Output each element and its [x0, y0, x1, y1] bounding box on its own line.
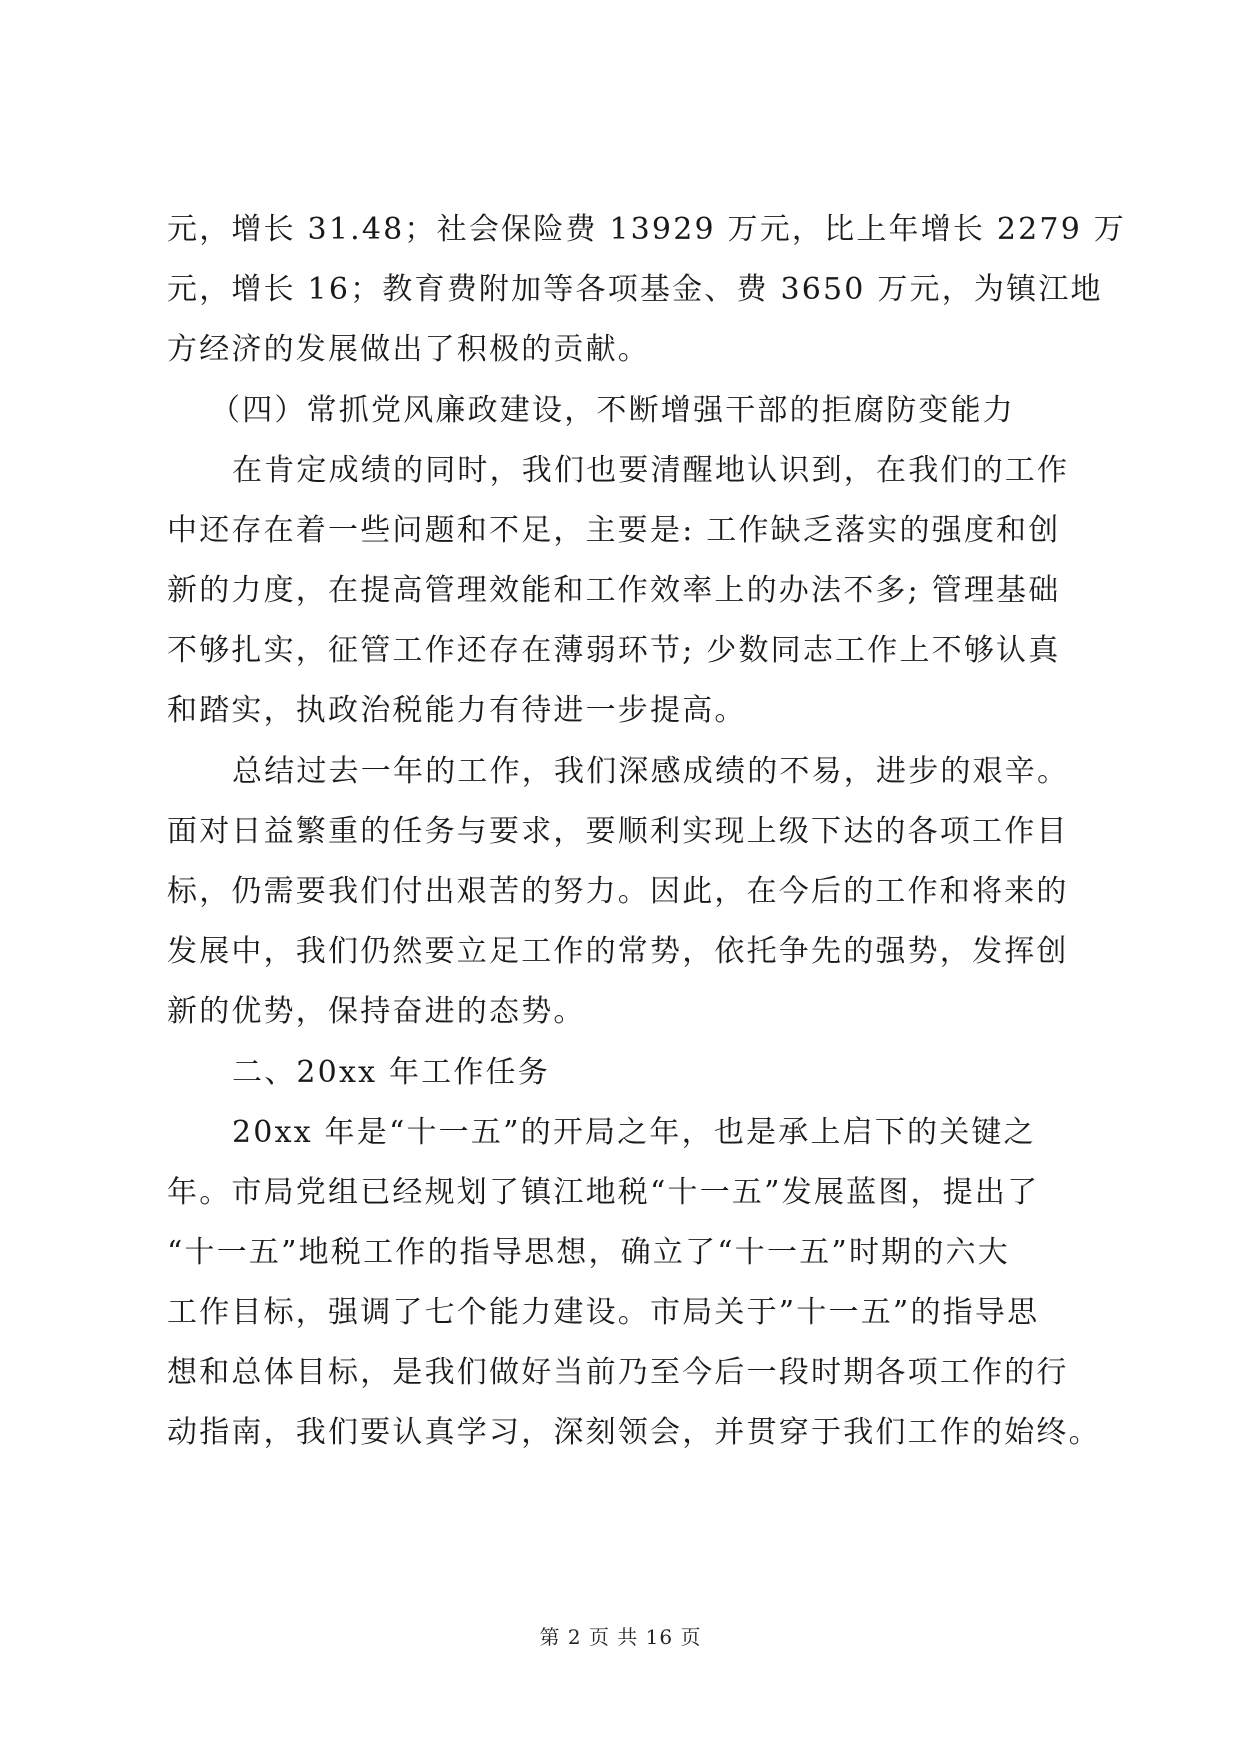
text-line: 发展中，我们仍然要立足工作的常势，依托争先的强势，发挥创 [167, 934, 1069, 969]
section-heading: （四）常抓党风廉政建设，不断增强干部的拒腐防变能力 [210, 393, 1015, 428]
text-line: 元，增长 16；教育费附加等各项基金、费 3650 万元，为镇江地 [167, 272, 1103, 307]
text-line: 中还存在着一些问题和不足，主要是: 工作缺乏落实的强度和创 [167, 513, 1061, 548]
text-line: 标，仍需要我们付出艰苦的努力。因此，在今后的工作和将来的 [167, 874, 1069, 909]
text-line: “十一五”地税工作的指导思想，确立了“十一五”时期的六大 [167, 1235, 1010, 1270]
text-line: 元，增长 31.48；社会保险费 13929 万元，比上年增长 2279 万 [167, 212, 1126, 247]
text-line: 新的力度，在提高管理效能和工作效率上的办法不多; 管理基础 [167, 573, 1061, 608]
text-line: 在肯定成绩的同时，我们也要清醒地认识到，在我们的工作 [232, 453, 1070, 488]
text-line: 年。市局党组已经规划了镇江地税“十一五”发展蓝图，提出了 [167, 1175, 1040, 1210]
text-line: 面对日益繁重的任务与要求，要顺利实现上级下达的各项工作目 [167, 814, 1069, 849]
text-line: 动指南，我们要认真学习，深刻领会，并贯穿于我们工作的始终。 [167, 1415, 1101, 1450]
text-line: 方经济的发展做出了积极的贡献。 [167, 332, 650, 367]
text-line: 20xx 年是“十一五”的开局之年，也是承上启下的关键之 [232, 1115, 1036, 1150]
section-heading: 二、20xx 年工作任务 [232, 1055, 550, 1090]
text-line: 新的优势，保持奋进的态势。 [167, 994, 586, 1029]
text-line: 和踏实，执政治税能力有待进一步提高。 [167, 693, 747, 728]
text-line: 总结过去一年的工作，我们深感成绩的不易，进步的艰辛。 [232, 754, 1070, 789]
text-line: 不够扎实，征管工作还存在薄弱环节; 少数同志工作上不够认真 [167, 633, 1061, 668]
text-line: 工作目标，强调了七个能力建设。市局关于”十一五”的指导思 [167, 1295, 1040, 1330]
text-line: 想和总体目标，是我们做好当前乃至今后一段时期各项工作的行 [167, 1355, 1069, 1390]
page-footer: 第 2 页 共 16 页 [539, 1625, 702, 1649]
